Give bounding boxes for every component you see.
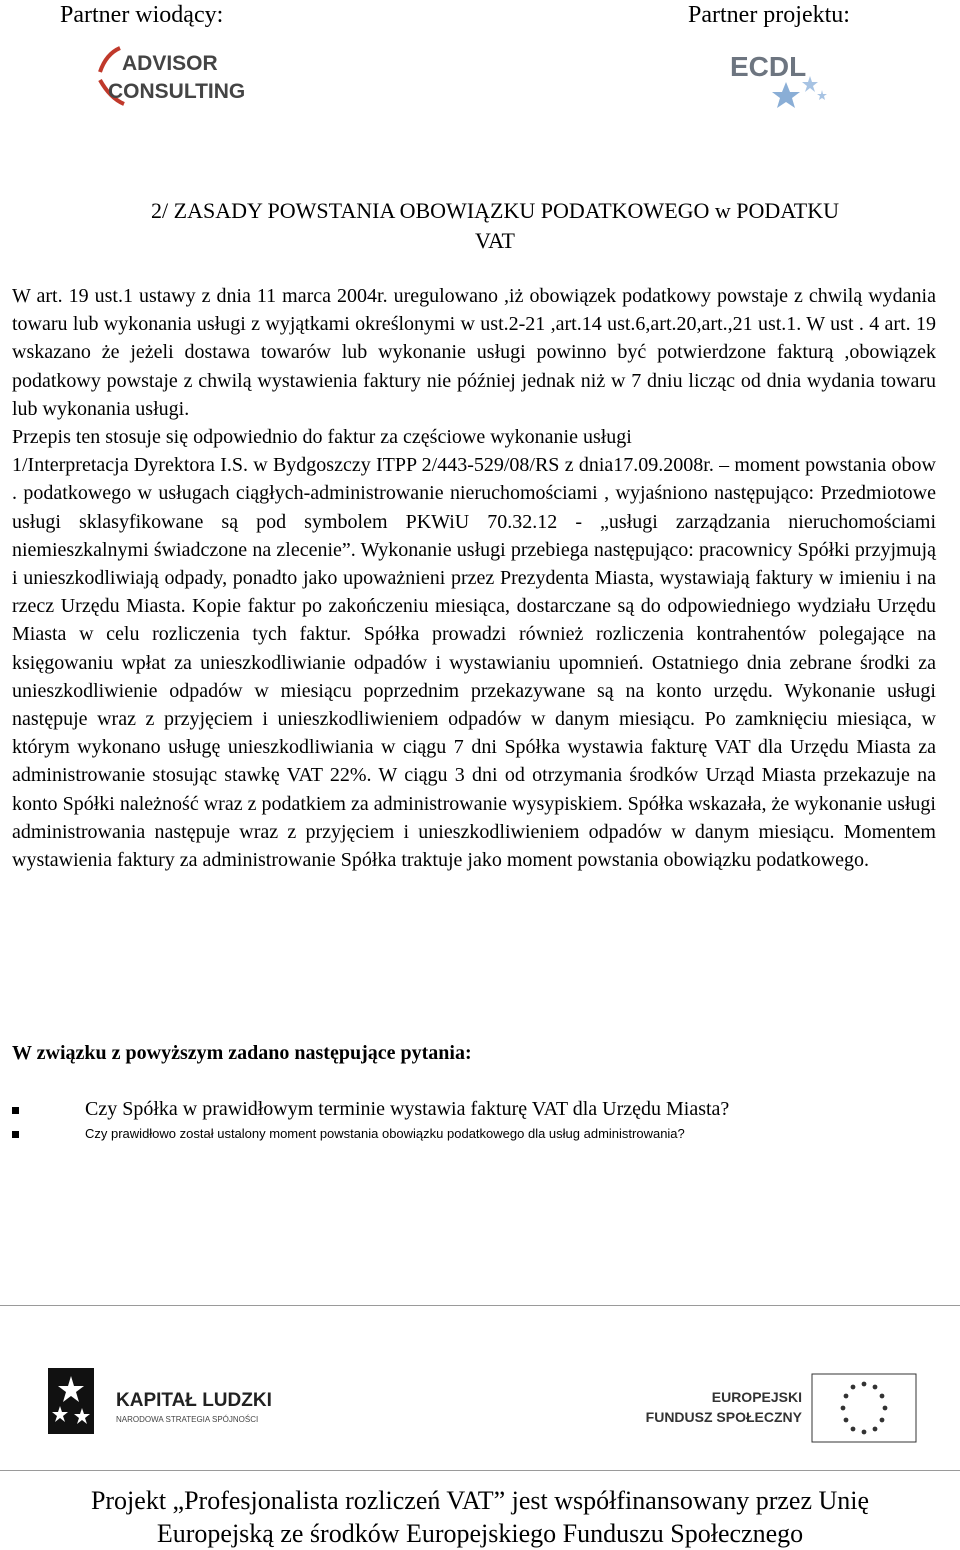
footer-line-2: Europejską ze środków Europejskiego Funduszu Społecznego — [156, 1519, 804, 1548]
section-title — [70, 196, 920, 256]
questions-heading: W związku z powyższym zadano następujące pytania: — [12, 1042, 472, 1064]
divider — [0, 1305, 960, 1306]
body-text — [12, 282, 936, 874]
svg-text:EUROPEJSKI: EUROPEJSKI — [711, 1389, 802, 1405]
svg-text:ADVISOR: ADVISOR — [122, 52, 218, 75]
efs-logo — [636, 1372, 922, 1444]
footer-divider — [0, 1470, 960, 1471]
svg-text:NARODOWA STRATEGIA SPÓJNOŚCI: NARODOWA STRATEGIA SPÓJNOŚCI — [116, 1415, 259, 1424]
ecdl-logo — [726, 46, 832, 112]
question-text: Czy prawidłowo został ustalony moment powstania obowiązku podatkowego dla usług administrowania? — [85, 1126, 685, 1141]
paragraph-3: 1/Interpretacja Dyrektora I.S. w Bydgoszczy ITPP 2/443-529/08/RS z dnia17.09.2008r. – moment powstania obow . podatkowego w usługach ciągłych-administrowanie nieruchomościami , wyjaśniono następująco: Przedmiotowe usługi sklasyfikowane są pod symbolem PKWiU 70.32.12 - „usługi zarządzania nieruchomościami niemieszkalnymi świadczone na zlecenie”. Wykonanie usługi przebiega następująco: pracownicy Spółki przyjmują i unieszkodliwiają odpady, ponadto jako upoważnieni przez Prezydenta Miasta, wystawiają faktury w imieniu i na rzecz Urzędu Miasta. Kopie faktur po zakończeniu miesiąca, dostarczane są do odpowiedniego wydziału Urzędu Miasta w celu rozliczenia tych faktur. Spółka prowadzi również rozliczenia kontrahentów polegające na księgowaniu wpłat za unieszkodliwianie odpadów i wystawianiu upomnień. Ostatniego dnia zebrane środki za unieszkodliwienie odpadów w miesiącu poprzednim przekazywane są na konto urzędu. Wykonanie usługi następuje wraz z przyjęciem i unieszkodliwieniem odpadów w danym miesiącu. Po zamknięciu miesiąca, w którym wykonano usługę unieszkodliwiania w ciągu 7 dni Spółka wystawia fakturę VAT dla Urzędu Miasta za administrowanie stosując stawkę VAT 22%. W ciągu 3 dni od otrzymania środków Urząd Miasta przekazuje na konto Spółki należność wraz z podatkiem za administrowanie wysypiskiem. Spółka wskazała, że wykonanie usługi administrowania następuje wraz z przyjęciem i unieszkodliwieniem odpadów w danym miesiącu. Momentem wystawienia faktury za administrowanie Spółka traktuje jako moment powstania obowiązku podatkowego. — [12, 454, 936, 872]
svg-text:KAPITAŁ LUDZKI: KAPITAŁ LUDZKI — [116, 1390, 272, 1411]
title-line-2: VAT — [475, 228, 515, 253]
lead-partner-label: Partner wiodący: — [60, 2, 224, 28]
footer-line-1: Projekt „Profesjonalista rozliczeń VAT” jest współfinansowany przez Unię — [90, 1486, 870, 1515]
advisor-consulting-logo — [96, 42, 246, 110]
question-text: Czy Spółka w prawidłowym terminie wystawia fakturę VAT dla Urzędu Miasta? — [85, 1098, 730, 1120]
project-partner-label: Partner projektu: — [688, 2, 850, 28]
svg-text:ECDL: ECDL — [730, 51, 807, 82]
paragraph-2: Przepis ten stosuje się odpowiednio do faktur za częściowe wykonanie usługi — [12, 426, 632, 449]
svg-text:FUNDUSZ SPOŁECZNY: FUNDUSZ SPOŁECZNY — [645, 1409, 802, 1425]
bullet-square-icon — [12, 1107, 19, 1114]
paragraph-1: W art. 19 ust.1 ustawy z dnia 11 marca 2004r. uregulowano ,iż obowiązek podatkowy powstaje z chwilą wydania towaru lub wykonania usługi z wyjątkami określonymi w ust.2-21 ,art.14 ust.6,art.20,art.,21 ust.1. W ust . 4 art. 19 wskazano że jeżeli dostawa towarów lub wykonanie usługi powinno być potwierdzone fakturą ,obowiązek podatkowy powstaje z chwilą wystawienia faktury nie później jednak niż w 7 dniu licząc od dnia wydania towaru lub wykonania usługi. — [12, 285, 936, 420]
bullet-square-icon — [12, 1131, 19, 1138]
kapital-ludzki-logo — [46, 1364, 326, 1440]
project-footer — [0, 1484, 960, 1550]
svg-text:CONSULTING: CONSULTING — [108, 80, 246, 103]
title-line-1: 2/ ZASADY POWSTANIA OBOWIĄZKU PODATKOWEGO w PODATKU — [151, 198, 839, 223]
